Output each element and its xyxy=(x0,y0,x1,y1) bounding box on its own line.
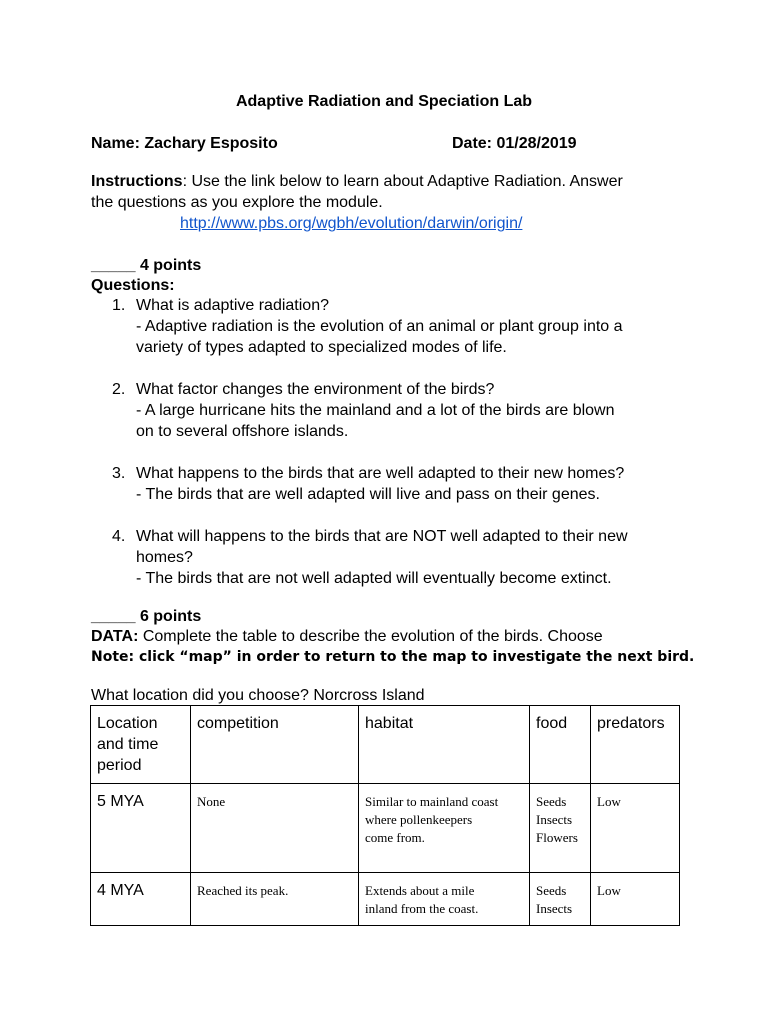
cell-line: inland from the coast. xyxy=(365,901,479,916)
location-question: What location did you choose? Norcross Island xyxy=(91,687,425,704)
answer-text: - The birds that are not well adapted will eventually become extinct. xyxy=(136,570,612,587)
cell-line: Low xyxy=(597,883,621,898)
page-title: Adaptive Radiation and Speciation Lab xyxy=(235,93,533,110)
answer-text: on to several offshore islands. xyxy=(136,423,349,440)
instructions-line-2: the questions as you explore the module. xyxy=(91,194,383,211)
cell-line: where pollenkeepers xyxy=(365,812,473,827)
bird-evolution-table xyxy=(90,705,680,926)
cell-period: 4 MYA xyxy=(91,873,191,926)
cell-habitat xyxy=(359,784,530,873)
header-competition xyxy=(191,706,359,784)
header-food xyxy=(530,706,591,784)
student-name: Name: Zachary Esposito xyxy=(91,135,278,152)
data-text: Complete the table to describe the evolution of the birds. Choose xyxy=(138,628,603,645)
cell-line: Flowers xyxy=(536,830,578,845)
header-line: competition xyxy=(197,715,279,732)
cell-competition xyxy=(191,784,359,873)
answer-text: - Adaptive radiation is the evolution of an animal or plant group into a xyxy=(136,318,623,335)
cell-predators xyxy=(591,873,680,926)
answer-text: - The birds that are well adapted will live and pass on their genes. xyxy=(136,486,600,503)
instructions-label: Instructions xyxy=(91,173,183,190)
header-predators xyxy=(591,706,680,784)
header-line: predators xyxy=(597,715,665,732)
header-line: habitat xyxy=(365,715,414,732)
cell-line: come from. xyxy=(365,830,425,845)
section1-points: _____ 4 points xyxy=(91,257,202,274)
instructions-line-1 xyxy=(91,171,623,192)
table-header-row xyxy=(91,706,680,784)
cell-line: Insects xyxy=(536,901,573,916)
date-field: Date: 01/28/2019 xyxy=(452,135,577,152)
header-location xyxy=(91,706,191,784)
question-text: What factor changes the environment of the birds? xyxy=(136,381,495,398)
cell-competition xyxy=(191,873,359,926)
origin-link[interactable]: http://www.pbs.org/wgbh/evolution/darwin/origin/ xyxy=(180,215,523,232)
header-line: Location xyxy=(97,715,158,732)
cell-line: Seeds xyxy=(536,794,567,809)
question-text: What happens to the birds that are well adapted to their new homes? xyxy=(136,465,625,482)
cell-line: Similar to mainland coast xyxy=(365,794,499,809)
cell-line: Extends about a mile xyxy=(365,883,475,898)
question-text: homes? xyxy=(136,549,193,566)
cell-habitat xyxy=(359,873,530,926)
question-number: 4. xyxy=(112,528,126,545)
question-number: 2. xyxy=(112,381,126,398)
section2-points: _____ 6 points xyxy=(91,608,202,625)
header-habitat xyxy=(359,706,530,784)
data-instructions xyxy=(91,626,603,647)
cell-period: 5 MYA xyxy=(91,784,191,873)
questions-heading: Questions: xyxy=(91,277,175,294)
cell-line: Seeds xyxy=(536,883,567,898)
table-row xyxy=(91,873,680,926)
answer-text: variety of types adapted to specialized modes of life. xyxy=(136,339,507,356)
header-line: food xyxy=(536,715,568,732)
map-note: Note: click “map” in order to return to the map to investigate the next bird. xyxy=(91,649,695,665)
cell-line: Insects xyxy=(536,812,573,827)
question-text: What is adaptive radiation? xyxy=(136,297,329,314)
instructions-text-1: : Use the link below to learn about Adaptive Radiation. Answer xyxy=(182,173,623,190)
question-text: What will happens to the birds that are NOT well adapted to their new xyxy=(136,528,628,545)
question-number: 3. xyxy=(112,465,126,482)
answer-text: - A large hurricane hits the mainland and a lot of the birds are blown xyxy=(136,402,615,419)
question-number: 1. xyxy=(112,297,126,314)
cell-line: Low xyxy=(597,794,621,809)
cell-line: None xyxy=(197,794,226,809)
cell-line: Reached its peak. xyxy=(197,883,289,898)
header-line: period xyxy=(97,757,142,774)
cell-predators xyxy=(591,784,680,873)
data-label: DATA: xyxy=(91,628,139,645)
table-row xyxy=(91,784,680,873)
header-line: and time xyxy=(97,736,159,753)
cell-food xyxy=(530,784,591,873)
cell-food xyxy=(530,873,591,926)
